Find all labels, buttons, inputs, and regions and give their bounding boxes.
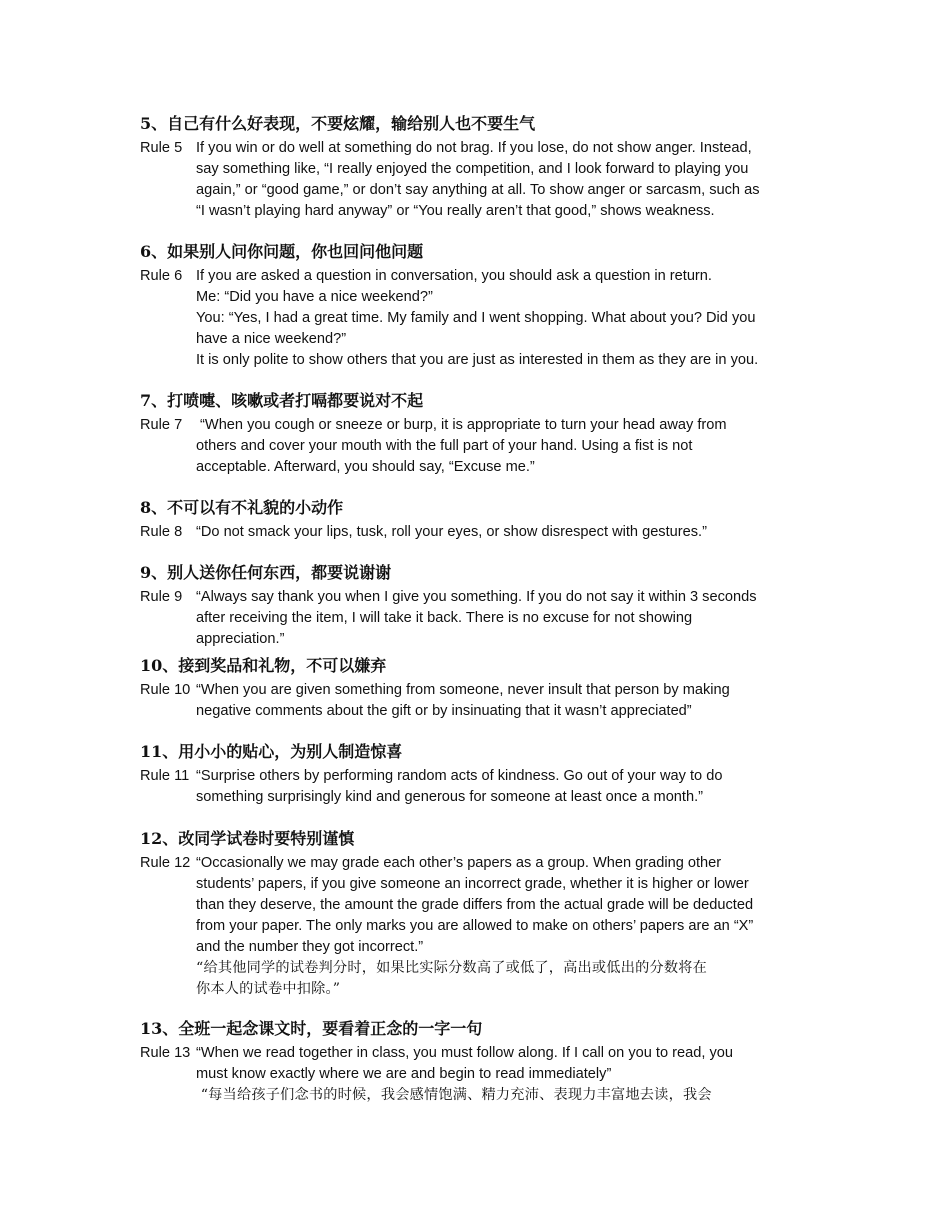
- text-line: after receiving the item, I will take it back. There is no excuse for not showing: [196, 610, 693, 626]
- rule-body: [140, 1043, 820, 1106]
- rule-text: [196, 587, 820, 650]
- rule-body: [140, 587, 820, 650]
- text-line: acceptable. Afterward, you should say, “Excuse me.”: [196, 459, 535, 475]
- rule-text: [196, 766, 820, 808]
- rule-section-10: [140, 655, 820, 722]
- text-line: others and cover your mouth with the full part of your hand. Using a fist is not: [196, 438, 693, 454]
- text-line: negative comments about the gift or by insinuating that it wasn’t appreciated”: [196, 703, 692, 719]
- rule-section-8: [140, 497, 820, 543]
- section-heading: 10、接到奖品和礼物，不可以嫌弃: [140, 656, 387, 675]
- rule-label: Rule 7: [140, 417, 183, 433]
- rule-label: Rule 8: [140, 524, 183, 540]
- text-line: “When you cough or sneeze or burp, it is appropriate to turn your head away from: [196, 417, 727, 433]
- text-line: “Surprise others by performing random acts of kindness. Go out of your way to do: [196, 768, 723, 784]
- text-line: something surprisingly kind and generous for someone at least once a month.”: [196, 789, 704, 805]
- chinese-text-line: “给其他同学的试卷判分时，如果比实际分数高了或低了，高出或低出的分数将在: [196, 960, 708, 976]
- rule-body: [140, 680, 820, 722]
- text-line: “Always say thank you when I give you something. If you do not say it within 3 seconds: [196, 589, 757, 605]
- text-line: appreciation.”: [196, 631, 285, 647]
- text-line: say something like, “I really enjoyed the competition, and I look forward to playing you: [196, 161, 749, 177]
- rule-label: Rule 13: [140, 1045, 191, 1061]
- text-line: students’ papers, if you give someone an incorrect grade, whether it is higher or lower: [196, 876, 749, 892]
- rule-text: [196, 266, 820, 371]
- text-line: have a nice weekend?”: [196, 331, 347, 347]
- rule-label: Rule 12: [140, 855, 191, 871]
- rule-body: [140, 522, 820, 543]
- rule-text: [196, 522, 820, 543]
- text-line: You: “Yes, I had a great time. My family and I went shopping. What about you? Did you: [196, 310, 756, 326]
- rule-label: Rule 10: [140, 682, 191, 698]
- text-line: Me: “Did you have a nice weekend?”: [196, 289, 433, 305]
- rule-label: Rule 9: [140, 589, 183, 605]
- rule-body: [140, 415, 820, 478]
- rule-label: Rule 6: [140, 268, 183, 284]
- section-heading: 9、别人送你任何东西，都要说谢谢: [140, 563, 392, 582]
- text-line: If you win or do well at something do not brag. If you lose, do not show anger. Instead,: [196, 140, 752, 156]
- rule-section-11: [140, 741, 820, 808]
- rule-section-5: [140, 113, 820, 222]
- rule-body: [140, 766, 820, 808]
- rule-text: [196, 853, 820, 1000]
- text-line: “I wasn’t playing hard anyway” or “You really aren’t that good,” shows weakness.: [196, 203, 715, 219]
- rule-text: [196, 415, 820, 478]
- rule-body: [140, 853, 820, 1000]
- text-line: “Occasionally we may grade each other’s papers as a group. When grading other: [196, 855, 722, 871]
- section-heading: 5、自己有什么好表现，不要炫耀，输给别人也不要生气: [140, 114, 536, 133]
- text-line: from your paper. The only marks you are allowed to make on others’ papers are an “X”: [196, 918, 754, 934]
- section-heading: 6、如果别人问你问题，你也回问他问题: [140, 242, 424, 261]
- rule-section-12: [140, 828, 820, 1000]
- rule-section-13: [140, 1018, 820, 1106]
- text-line: must know exactly where we are and begin to read immediately”: [196, 1066, 612, 1082]
- section-heading: 8、不可以有不礼貌的小动作: [140, 498, 344, 517]
- rule-body: [140, 266, 820, 371]
- text-line: “When you are given something from someone, never insult that person by making: [196, 682, 730, 698]
- rule-text: [196, 138, 820, 222]
- text-line: It is only polite to show others that you are just as interested in them as they are in you.: [196, 352, 759, 368]
- text-line: “When we read together in class, you must follow along. If I call on you to read, you: [196, 1045, 734, 1061]
- rule-text: [196, 1043, 820, 1106]
- rule-section-7: [140, 390, 820, 478]
- rule-label: Rule 11: [140, 768, 190, 784]
- section-heading: 7、打喷嚏、咳嗽或者打嗝都要说对不起: [140, 391, 424, 410]
- text-line: again,” or “good game,” or don’t say anything at all. To show anger or sarcasm, such as: [196, 182, 760, 198]
- rule-body: [140, 138, 820, 222]
- text-line: and the number they got incorrect.”: [196, 939, 424, 955]
- text-line: “Do not smack your lips, tusk, roll your eyes, or show disrespect with gestures.”: [196, 524, 707, 540]
- chinese-text-line: 你本人的试卷中扣除。”: [196, 981, 341, 997]
- text-line: than they deserve, the amount the grade differs from the actual grade will be deducted: [196, 897, 754, 913]
- rule-text: [196, 680, 820, 722]
- rule-label: Rule 5: [140, 140, 183, 156]
- chinese-text-line: “每当给孩子们念书的时候，我会感情饱满、精力充沛、表现力丰富地去读，我会: [196, 1087, 712, 1103]
- rule-section-6: [140, 241, 820, 371]
- text-line: If you are asked a question in conversation, you should ask a question in return.: [196, 268, 712, 284]
- section-heading: 11、用小小的贴心，为别人制造惊喜: [140, 742, 403, 761]
- section-heading: 12、改同学试卷时要特别谨慎: [140, 829, 355, 848]
- rule-section-9: [140, 562, 820, 650]
- section-heading: 13、全班一起念课文时，要看着正念的一字一句: [140, 1019, 483, 1038]
